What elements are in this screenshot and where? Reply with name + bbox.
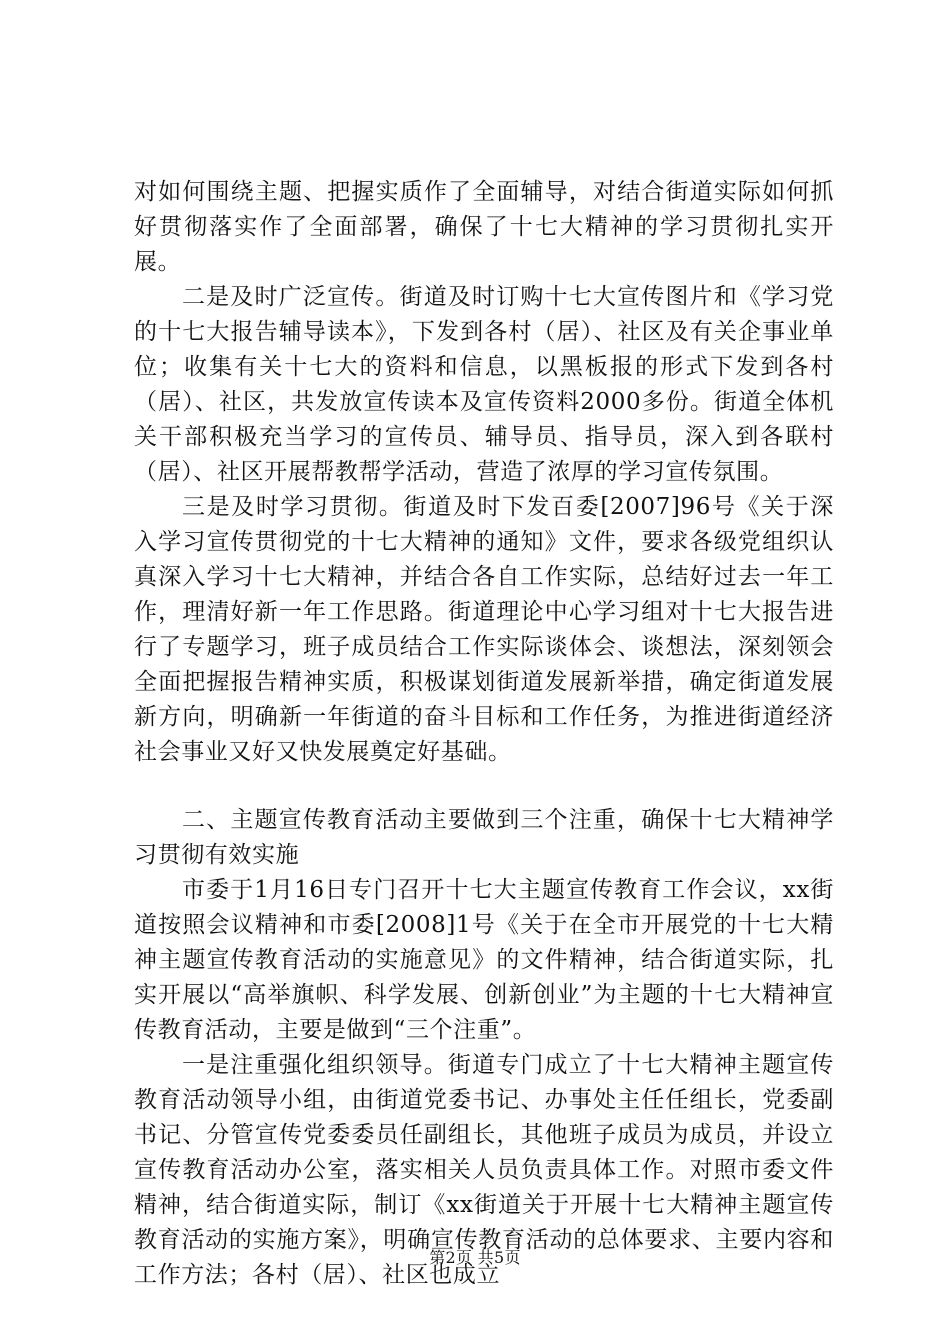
page-footer: 第2页 共5页 — [429, 1248, 521, 1267]
paragraph-organization-leadership: 一是注重强化组织领导。街道专门成立了十七大精神主题宣传教育活动领导小组，由街道党委书记、办事处主任任组长，党委副书记、分管宣传党委委员任副组长，其他班子成员为成员，并设立宣传教育活动办公室，落实相关人员负责具体工作。对照市委文件精神，结合街道实际，制订《xx街道关于开展十七大精神主题宣传教育活动的实施方案》，明确宣传教育活动的总体要求、主要内容和工作方法；各村（居）、社区也成立 — [134, 1052, 834, 1288]
paragraph-study-implementation: 三是及时学习贯彻。街道及时下发百委[2007]96号《关于深入学习宣传贯彻党的十七大精神的通知》文件，要求各级党组织认真深入学习十七大精神，并结合各自工作实际，总结好过去一年工作，理清好新一年工作思路。街道理论中心学习组对十七大报告进行了专题学习，班子成员结合工作实际谈体会、谈想法，深刻领会全面把握报告精神实质，积极谋划街道发展新举措，确定街道发展新方向，明确新一年街道的奋斗目标和工作任务，为推进街道经济社会事业又好又快发展奠定好基础。 — [134, 494, 834, 765]
paragraph-continuation: 对如何围绕主题、把握实质作了全面辅导，对结合街道实际如何抓好贯彻落实作了全面部署，确保了十七大精神的学习贯彻扎实开展。 — [134, 179, 834, 275]
document-body — [134, 175, 834, 1293]
section-heading: 二、主题宣传教育活动主要做到三个注重，确保十七大精神学习贯彻有效实施 — [134, 807, 834, 868]
paragraph-publicity: 二是及时广泛宣传。街道及时订购十七大宣传图片和《学习党的十七大报告辅导读本》，下发到各村（居）、社区及有关企事业单位；收集有关十七大的资料和信息，以黑板报的形式下发到各村（居）、社区，共发放宣传读本及宣传资料2000多份。街道全体机关干部积极充当学习的宣传员、辅导员、指导员，深入到各联村（居）、社区开展帮教帮学活动，营造了浓厚的学习宣传氛围。 — [134, 284, 834, 485]
paragraph-municipal-meeting: 市委于1月16日专门召开十七大主题宣传教育工作会议，xx街道按照会议精神和市委[2008]1号《关于在全市开展党的十七大精神主题宣传教育活动的实施意见》的文件精神，结合街道实际，扎实开展以“高举旗帜、科学发展、创新创业”为主题的十七大精神宣传教育活动，主要是做到“三个注重”。 — [134, 877, 834, 1043]
